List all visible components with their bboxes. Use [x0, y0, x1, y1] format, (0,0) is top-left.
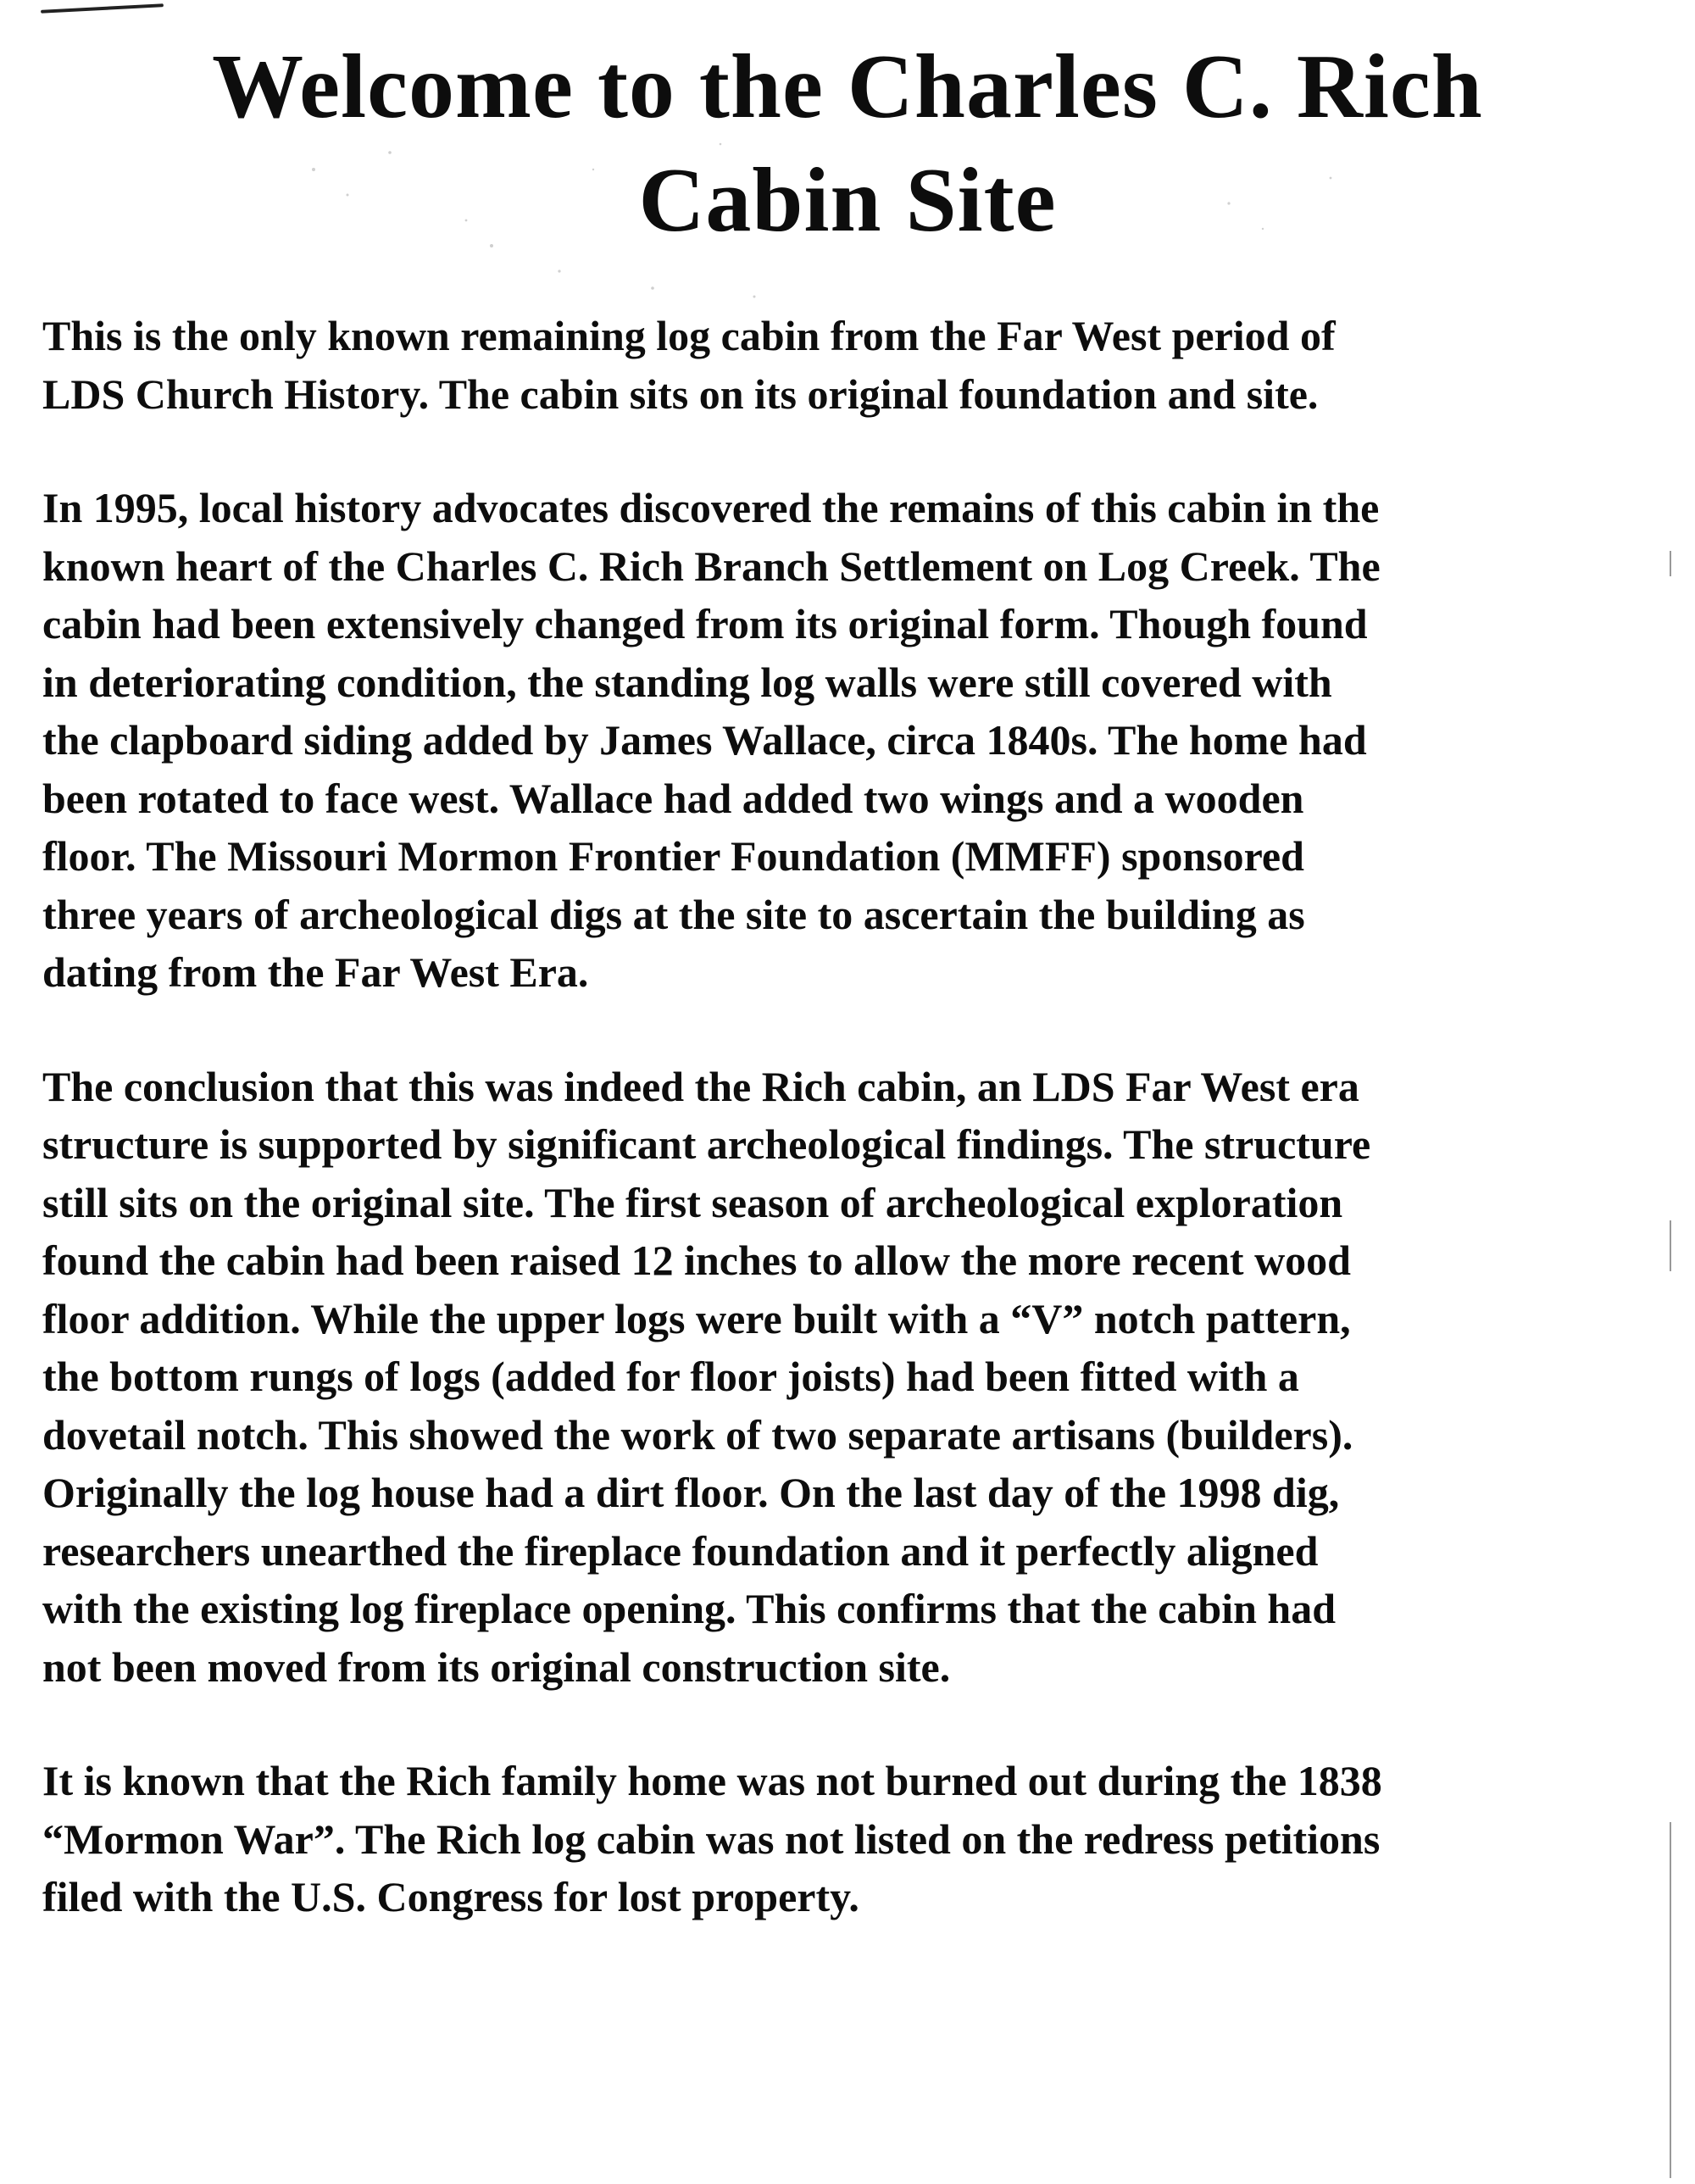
text-line: researchers unearthed the fireplace foundation and it perfectly aligned	[42, 1526, 1319, 1575]
text-line: with the existing log fireplace opening. This confirms that the cabin had	[42, 1585, 1337, 1632]
text-line: known heart of the Charles C. Rich Branch Settlement on Log Creek. The	[42, 542, 1381, 590]
text-line: in deteriorating condition, the standing log walls were still covered with	[42, 658, 1332, 706]
text-line: “Mormon War”. The Rich log cabin was not listed on the redress petitions	[42, 1814, 1381, 1863]
text-line: dating from the Far West Era.	[42, 948, 589, 996]
text-line: been rotated to face west. Wallace had added two wings and a wooden	[42, 774, 1304, 822]
text-line: It is known that the Rich family home was not burned out during the 1838	[42, 1757, 1382, 1804]
text-line: found the cabin had been raised 12 inches to allow the more recent wood	[42, 1236, 1351, 1284]
text-line: structure is supported by significant archeological findings. The structure	[42, 1120, 1371, 1168]
text-line: not been moved from its original construction site.	[42, 1642, 951, 1691]
paragraph-1	[42, 307, 1636, 423]
text-line: the bottom rungs of logs (added for floor joists) had been fitted with a	[42, 1353, 1299, 1400]
text-line: dovetail notch. This showed the work of two separate artisans (builders).	[42, 1410, 1353, 1459]
text-line: floor. The Missouri Mormon Frontier Foundation (MMFF) sponsored	[42, 832, 1304, 880]
page-title	[85, 31, 1610, 258]
scan-edge-mark	[1670, 1220, 1671, 1271]
text-line: still sits on the original site. The first season of archeological exploration	[42, 1178, 1343, 1226]
text-line: cabin had been extensively changed from its original form. Though found	[42, 600, 1368, 647]
paragraph-2	[42, 479, 1636, 1002]
body-text	[42, 307, 1636, 1982]
text-line: This is the only known remaining log cabin from the Far West period of	[42, 312, 1336, 359]
text-line: floor addition. While the upper logs were built with a “V” notch pattern,	[42, 1294, 1351, 1342]
text-line: In 1995, local history advocates discovered the remains of this cabin in the	[42, 484, 1380, 531]
text-line: The conclusion that this was indeed the Rich cabin, an LDS Far West era	[42, 1062, 1359, 1110]
text-line: Originally the log house had a dirt floor. On the last day of the 1998 dig,	[42, 1469, 1340, 1516]
text-line: filed with the U.S. Congress for lost property.	[42, 1873, 859, 1920]
paragraph-3	[42, 1058, 1636, 1697]
text-line: the clapboard siding added by James Wallace, circa 1840s. The home had	[42, 716, 1367, 764]
scan-edge-mark	[1670, 551, 1671, 576]
text-line: LDS Church History. The cabin sits on its original foundation and site.	[42, 370, 1319, 418]
text-line: three years of archeological digs at the site to ascertain the building as	[42, 890, 1305, 938]
title-line-2: Cabin Site	[638, 150, 1057, 251]
scan-edge-mark	[1670, 1822, 1671, 2178]
corner-pen-mark	[41, 3, 164, 14]
paragraph-4	[42, 1752, 1636, 1926]
title-line-1: Welcome to the Charles C. Rich	[212, 36, 1483, 137]
